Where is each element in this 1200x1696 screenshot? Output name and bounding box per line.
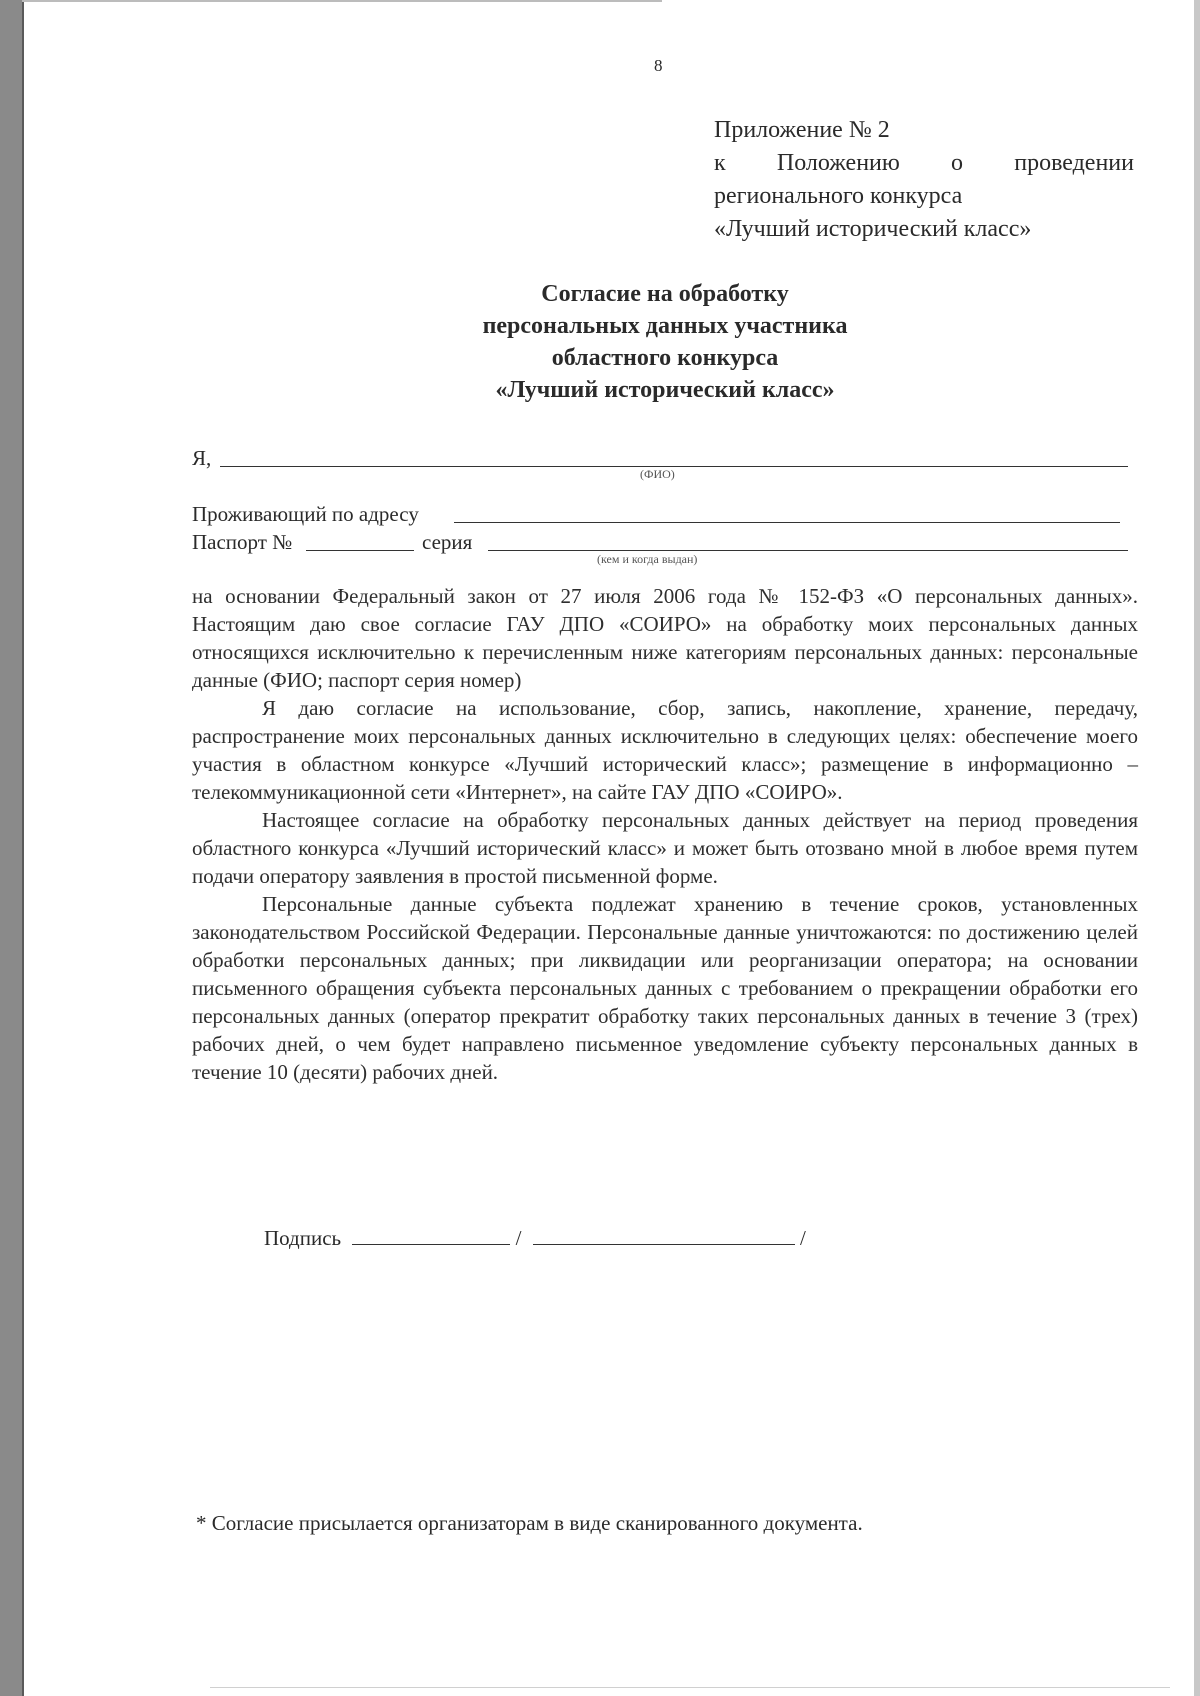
title-line-1: Согласие на обработку xyxy=(541,281,789,307)
issued-caption: (кем и когда выдан) xyxy=(597,552,698,566)
appendix-block xyxy=(714,114,1134,246)
fio-caption: (ФИО) xyxy=(640,467,675,481)
title-line-2: персональных данных участника xyxy=(482,313,848,339)
consent-body xyxy=(192,582,1138,1086)
passport-number-blank-line[interactable] xyxy=(306,550,414,551)
title-line-3: областного конкурса xyxy=(551,345,779,371)
ya-label: Я, xyxy=(192,446,212,470)
scan-bottom-edge xyxy=(210,1687,1170,1688)
appendix-line-4: «Лучший исторический класс» xyxy=(714,216,1032,242)
signature-end-slash: / xyxy=(799,1226,806,1250)
scan-left-edge xyxy=(0,0,22,1696)
appendix-line-2 xyxy=(714,147,1134,180)
footnote: * Согласие присылается организаторам в виде сканированного документа. xyxy=(196,1511,863,1535)
page-number: 8 xyxy=(654,56,663,75)
signature-blank-line[interactable] xyxy=(352,1244,510,1245)
appendix-word: проведении xyxy=(1014,150,1134,176)
series-blank-line[interactable] xyxy=(488,550,1128,551)
signature-separator: / xyxy=(515,1226,522,1250)
document-title xyxy=(340,278,990,406)
series-label: серия xyxy=(422,530,473,554)
signature-label: Подпись xyxy=(264,1226,342,1250)
appendix-word: о xyxy=(951,150,964,176)
paragraph-purposes: Я даю согласие на использование, сбор, запись, накопление, хранение, передачу, распространение моих персональных данных исключительно в следующих целях: обеспечение моего участия в областном конкурсе «Лучший исторический класс»; размещение в информационно – телекоммуникационной сети «Интернет», на сайте ГАУ ДПО «СОИРО». xyxy=(192,696,1138,804)
paragraph-validity: Настоящее согласие на обработку персональных данных действует на период проведения областного конкурса «Лучший исторический класс» и может быть отозвано мной в любое время путем подачи оператору заявления в простой письменной форме. xyxy=(192,808,1138,888)
signature-name-blank-line[interactable] xyxy=(533,1244,795,1245)
address-blank-line[interactable] xyxy=(454,522,1120,523)
appendix-line-1: Приложение № 2 xyxy=(714,117,890,143)
passport-label: Паспорт № xyxy=(192,530,293,554)
appendix-word: Положению xyxy=(776,150,900,176)
scan-left-edge-line xyxy=(22,0,24,1696)
address-label: Проживающий по адресу xyxy=(192,502,419,526)
appendix-word: к xyxy=(714,150,726,176)
signature-row xyxy=(264,1226,806,1251)
title-line-4: «Лучший исторический класс» xyxy=(495,377,835,403)
paragraph-basis: на основании Федеральный закон от 27 июля 2006 года № 152-ФЗ «О персональных данных». Настоящим даю свое согласие ГАУ ДПО «СОИРО» на обработку моих персональных данных относящихся исключительно к перечисленным ниже категориям персональных данных: персональные данные (ФИО; паспорт серия номер) xyxy=(192,584,1138,692)
paragraph-storage: Персональные данные субъекта подлежат хранению в течение сроков, установленных законодательством Российской Федерации. Персональные данные уничтожаются: по достижению целей обработки персональных данных; при ликвидации или реорганизации оператора; на основании письменного обращения субъекта персональных данных с требованием о прекращении обработки его персональных данных (оператор прекратит обработку таких персональных данных в течение 3 (трех) рабочих дней, о чем будет направлено письменное уведомление субъекту персональных данных в течение 10 (десяти) рабочих дней. xyxy=(192,892,1138,1084)
scan-right-edge xyxy=(1194,0,1200,1696)
appendix-line-3: регионального конкурса xyxy=(714,183,963,209)
scan-top-edge xyxy=(22,0,662,2)
